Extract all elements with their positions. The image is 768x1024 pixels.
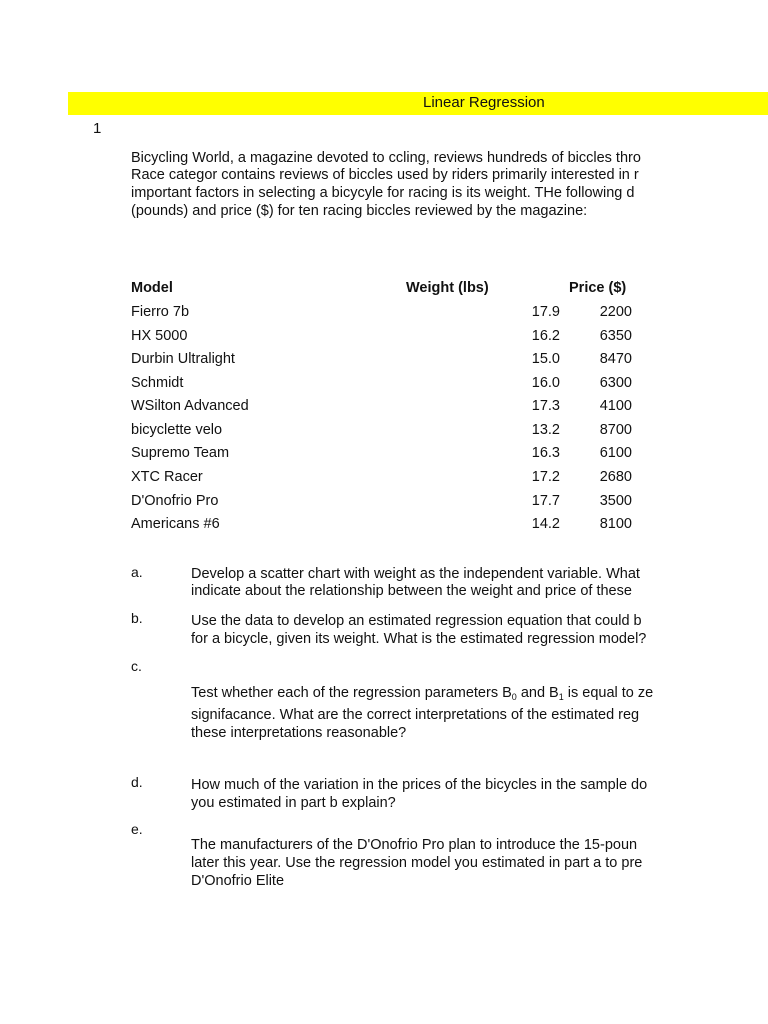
question-a-line: indicate about the relationship between the weight and price of these (191, 583, 632, 599)
question-d-line: How much of the variation in the prices of the bicycles in the sample do (191, 777, 648, 793)
question-c-text: is equal to ze (563, 685, 654, 701)
question-label-c: c. (131, 658, 142, 674)
intro-line: Bicycling World, a magazine devoted to ccling, reviews hundreds of biccles thro (131, 150, 641, 166)
header-model: Model (131, 280, 173, 296)
price-cell: 8700 (599, 422, 632, 438)
question-label-d: d. (131, 774, 143, 790)
question-c-text: and B (516, 685, 559, 701)
question-b-line: Use the data to develop an estimated regression equation that could b (191, 613, 642, 629)
intro-line: important factors in selecting a bicycyle for racing is its weight. THe following d (131, 185, 635, 201)
question-label-a: a. (131, 564, 143, 580)
subscript-zero: 0 (511, 692, 517, 702)
question-label-e: e. (131, 821, 143, 837)
model-cell: Durbin Ultralight (131, 351, 235, 367)
model-cell: bicyclette velo (131, 422, 223, 438)
table-row (0, 375, 698, 395)
price-cell: 6350 (599, 328, 632, 344)
model-cell: WSilton Advanced (131, 398, 249, 414)
price-cell: 2680 (599, 469, 632, 485)
question-c-line: signifacance. What are the correct interpretations of the estimated reg (191, 707, 640, 723)
weight-cell: 16.2 (531, 328, 560, 344)
weight-cell: 16.3 (531, 445, 560, 461)
price-cell: 2200 (599, 304, 632, 320)
subscript-one: 1 (558, 692, 564, 702)
price-cell: 6300 (599, 375, 632, 391)
question-c-text: Test whether each of the regression parameters B (191, 685, 512, 701)
question-e-line: later this year. Use the regression model you estimated in part a to pre (191, 855, 643, 871)
question-label-b: b. (131, 610, 143, 626)
model-cell: Americans #6 (131, 516, 220, 532)
price-cell: 4100 (599, 398, 632, 414)
question-e-line: D'Onofrio Elite (191, 873, 285, 889)
header-weight: Weight (lbs) (406, 280, 489, 296)
model-cell: D'Onofrio Pro (131, 493, 219, 509)
table-row (0, 351, 698, 371)
table-row (0, 328, 698, 348)
price-cell: 6100 (599, 445, 632, 461)
price-cell: 3500 (599, 493, 632, 509)
question-c-line (191, 685, 653, 702)
model-cell: Schmidt (131, 375, 184, 391)
weight-cell: 17.7 (531, 493, 560, 509)
weight-cell: 17.3 (531, 398, 560, 414)
table-row (0, 422, 698, 442)
question-a-line: Develop a scatter chart with weight as the independent variable. What (191, 566, 640, 582)
problem-number: 1 (93, 120, 102, 137)
page-title: Linear Regression (423, 94, 545, 111)
intro-line: (pounds) and price ($) for ten racing biccles reviewed by the magazine: (131, 203, 588, 219)
table-row (0, 469, 698, 489)
price-cell: 8100 (599, 516, 632, 532)
header-price: Price ($) (569, 280, 627, 296)
question-d-line: you estimated in part b explain? (191, 795, 396, 811)
intro-line: Race categor contains reviews of biccles used by riders primarily interested in r (131, 167, 639, 183)
question-c-line: these interpretations reasonable? (191, 725, 407, 741)
price-cell: 8470 (599, 351, 632, 367)
weight-cell: 17.2 (531, 469, 560, 485)
table-row (0, 445, 698, 465)
question-b-line: for a bicycle, given its weight. What is the estimated regression model? (191, 631, 647, 647)
weight-cell: 17.9 (531, 304, 560, 320)
model-cell: Supremo Team (131, 445, 230, 461)
weight-cell: 16.0 (531, 375, 560, 391)
model-cell: Fierro 7b (131, 304, 190, 320)
table-row (0, 304, 698, 324)
table-row (0, 398, 698, 418)
weight-cell: 14.2 (531, 516, 560, 532)
table-row (0, 493, 698, 513)
table-row (0, 516, 698, 536)
weight-cell: 13.2 (531, 422, 560, 438)
model-cell: HX 5000 (131, 328, 188, 344)
weight-cell: 15.0 (531, 351, 560, 367)
model-cell: XTC Racer (131, 469, 203, 485)
question-e-line: The manufacturers of the D'Onofrio Pro plan to introduce the 15-poun (191, 837, 638, 853)
